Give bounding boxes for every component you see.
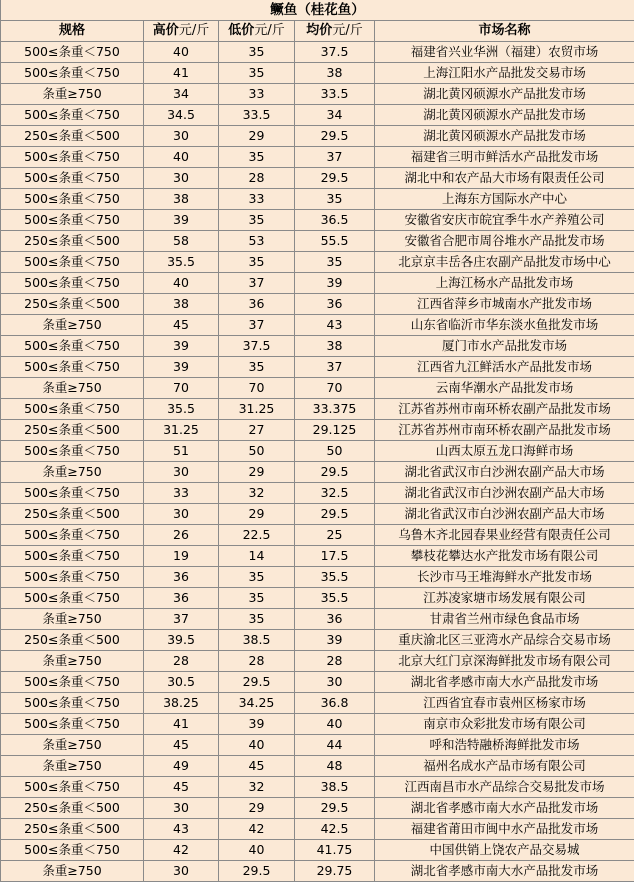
cell-market: 中国供销上饶农产品交易城: [375, 840, 634, 861]
cell-market: 江西省萍乡市城南水产批发市场: [375, 294, 634, 315]
cell-avg-price: 41.75: [295, 840, 375, 861]
cell-high-price: 34: [144, 84, 219, 105]
cell-avg-price: 37.5: [295, 42, 375, 63]
header-low-unit: 元/斤: [254, 23, 285, 38]
cell-spec: 250≤条重＜500: [1, 504, 144, 525]
cell-market: 湖北省孝感市南大水产品批发市场: [375, 798, 634, 819]
cell-spec: 条重≥750: [1, 315, 144, 336]
table-row: [1, 630, 634, 651]
cell-avg-price: 36.8: [295, 693, 375, 714]
cell-spec: 250≤条重＜500: [1, 294, 144, 315]
cell-spec: 500≤条重＜750: [1, 546, 144, 567]
table-row: [1, 84, 634, 105]
cell-avg-price: 38: [295, 336, 375, 357]
cell-high-price: 38.25: [144, 693, 219, 714]
cell-market: 湖北中和农产品大市场有限责任公司: [375, 168, 634, 189]
cell-avg-price: 35.5: [295, 567, 375, 588]
cell-high-price: 30: [144, 861, 219, 882]
cell-avg-price: 35.5: [295, 588, 375, 609]
cell-market: 福建省兴业华洲（福建）农贸市场: [375, 42, 634, 63]
cell-avg-price: 38.5: [295, 777, 375, 798]
cell-avg-price: 35: [295, 189, 375, 210]
cell-spec: 条重≥750: [1, 462, 144, 483]
cell-market: 攀枝花攀达水产批发市场有限公司: [375, 546, 634, 567]
cell-market: 呼和浩特融桥海鲜批发市场: [375, 735, 634, 756]
cell-low-price: 45: [219, 756, 295, 777]
cell-spec: 500≤条重＜750: [1, 588, 144, 609]
cell-market: 厦门市水产品批发市场: [375, 336, 634, 357]
cell-avg-price: 30: [295, 672, 375, 693]
table-row: [1, 357, 634, 378]
cell-market: 湖北省武汉市白沙洲农副产品大市场: [375, 462, 634, 483]
cell-low-price: 29: [219, 798, 295, 819]
cell-spec: 500≤条重＜750: [1, 357, 144, 378]
cell-market: 甘肃省兰州市绿色食品市场: [375, 609, 634, 630]
table-row: [1, 168, 634, 189]
cell-low-price: 40: [219, 840, 295, 861]
cell-spec: 500≤条重＜750: [1, 840, 144, 861]
cell-spec: 条重≥750: [1, 378, 144, 399]
cell-market: 上海东方国际水产中心: [375, 189, 634, 210]
cell-market: 北京大红门京深海鲜批发市场有限公司: [375, 651, 634, 672]
cell-market: 江苏省苏州市南环桥农副产品批发市场: [375, 420, 634, 441]
header-avg-unit: 元/斤: [332, 23, 363, 38]
cell-spec: 500≤条重＜750: [1, 147, 144, 168]
cell-low-price: 70: [219, 378, 295, 399]
cell-avg-price: 36.5: [295, 210, 375, 231]
cell-high-price: 37: [144, 609, 219, 630]
cell-market: 湖北省孝感市南大水产品批发市场: [375, 672, 634, 693]
cell-avg-price: 29.5: [295, 168, 375, 189]
table-row: [1, 315, 634, 336]
cell-spec: 250≤条重＜500: [1, 231, 144, 252]
cell-market: 南京市众彩批发市场有限公司: [375, 714, 634, 735]
cell-spec: 500≤条重＜750: [1, 399, 144, 420]
cell-spec: 条重≥750: [1, 735, 144, 756]
cell-high-price: 41: [144, 714, 219, 735]
cell-high-price: 30: [144, 168, 219, 189]
cell-low-price: 35: [219, 588, 295, 609]
table-row: [1, 756, 634, 777]
cell-market: 山西太原五龙口海鲜市场: [375, 441, 634, 462]
cell-low-price: 33.5: [219, 105, 295, 126]
cell-market: 上海江杨水产品批发市场: [375, 273, 634, 294]
cell-low-price: 14: [219, 546, 295, 567]
cell-low-price: 33: [219, 189, 295, 210]
cell-low-price: 35: [219, 357, 295, 378]
cell-high-price: 19: [144, 546, 219, 567]
cell-market: 福州名成水产品市场有限公司: [375, 756, 634, 777]
table-row: [1, 441, 634, 462]
cell-high-price: 35.5: [144, 399, 219, 420]
cell-high-price: 30.5: [144, 672, 219, 693]
cell-high-price: 31.25: [144, 420, 219, 441]
cell-spec: 500≤条重＜750: [1, 525, 144, 546]
cell-market: 湖北省武汉市白沙洲农副产品大市场: [375, 504, 634, 525]
cell-spec: 500≤条重＜750: [1, 336, 144, 357]
cell-market: 江西南昌市水产品综合交易批发市场: [375, 777, 634, 798]
cell-high-price: 40: [144, 42, 219, 63]
cell-low-price: 28: [219, 168, 295, 189]
cell-avg-price: 29.5: [295, 462, 375, 483]
header-avg-price: [295, 21, 375, 42]
cell-spec: 500≤条重＜750: [1, 483, 144, 504]
table-row: [1, 63, 634, 84]
cell-spec: 条重≥750: [1, 609, 144, 630]
cell-high-price: 38: [144, 189, 219, 210]
table-row: [1, 42, 634, 63]
cell-high-price: 26: [144, 525, 219, 546]
table-title: 鳜鱼（桂花鱼）: [1, 0, 634, 21]
cell-high-price: 42: [144, 840, 219, 861]
cell-avg-price: 36: [295, 609, 375, 630]
table-row: [1, 294, 634, 315]
cell-high-price: 30: [144, 798, 219, 819]
cell-low-price: 32: [219, 777, 295, 798]
cell-low-price: 29.5: [219, 672, 295, 693]
cell-high-price: 43: [144, 819, 219, 840]
cell-avg-price: 38: [295, 63, 375, 84]
cell-avg-price: 70: [295, 378, 375, 399]
cell-low-price: 33: [219, 84, 295, 105]
table-row: [1, 735, 634, 756]
header-spec: 规格: [1, 21, 144, 42]
table-row: [1, 231, 634, 252]
cell-high-price: 49: [144, 756, 219, 777]
table-row: [1, 378, 634, 399]
cell-avg-price: 39: [295, 273, 375, 294]
cell-spec: 500≤条重＜750: [1, 42, 144, 63]
cell-low-price: 37.5: [219, 336, 295, 357]
cell-high-price: 35.5: [144, 252, 219, 273]
cell-low-price: 29: [219, 126, 295, 147]
cell-market: 山东省临沂市华东淡水鱼批发市场: [375, 315, 634, 336]
table-row: [1, 609, 634, 630]
table-row: [1, 567, 634, 588]
cell-high-price: 39.5: [144, 630, 219, 651]
table-row: [1, 651, 634, 672]
cell-avg-price: 40: [295, 714, 375, 735]
header-low-label: 低价: [228, 23, 255, 38]
table-row: [1, 714, 634, 735]
cell-spec: 500≤条重＜750: [1, 777, 144, 798]
cell-avg-price: 36: [295, 294, 375, 315]
cell-low-price: 31.25: [219, 399, 295, 420]
cell-low-price: 29: [219, 462, 295, 483]
cell-avg-price: 29.5: [295, 504, 375, 525]
cell-spec: 条重≥750: [1, 651, 144, 672]
table-row: [1, 399, 634, 420]
cell-high-price: 28: [144, 651, 219, 672]
cell-high-price: 30: [144, 462, 219, 483]
cell-high-price: 36: [144, 567, 219, 588]
table-row: [1, 462, 634, 483]
cell-low-price: 39: [219, 714, 295, 735]
cell-low-price: 35: [219, 42, 295, 63]
cell-market: 北京京丰岳各庄农副产品批发市场中心: [375, 252, 634, 273]
cell-low-price: 53: [219, 231, 295, 252]
cell-spec: 500≤条重＜750: [1, 189, 144, 210]
cell-market: 湖北省武汉市白沙洲农副产品大市场: [375, 483, 634, 504]
table-row: [1, 798, 634, 819]
cell-avg-price: 37: [295, 357, 375, 378]
cell-market: 江西省九江鲜活水产品批发市场: [375, 357, 634, 378]
cell-spec: 500≤条重＜750: [1, 210, 144, 231]
cell-low-price: 35: [219, 63, 295, 84]
cell-low-price: 37: [219, 315, 295, 336]
cell-market: 云南华潮水产品批发市场: [375, 378, 634, 399]
table-row: [1, 840, 634, 861]
cell-market: 江苏凌家塘市场发展有限公司: [375, 588, 634, 609]
cell-market: 福建省三明市鲜活水产品批发市场: [375, 147, 634, 168]
table-row: [1, 861, 634, 882]
cell-market: 湖北黄冈硕源水产品批发市场: [375, 84, 634, 105]
cell-low-price: 35: [219, 609, 295, 630]
cell-spec: 条重≥750: [1, 861, 144, 882]
cell-spec: 500≤条重＜750: [1, 252, 144, 273]
cell-high-price: 45: [144, 735, 219, 756]
table-row: [1, 420, 634, 441]
cell-spec: 500≤条重＜750: [1, 105, 144, 126]
cell-low-price: 29.5: [219, 861, 295, 882]
cell-spec: 500≤条重＜750: [1, 273, 144, 294]
table-row: [1, 252, 634, 273]
cell-spec: 500≤条重＜750: [1, 63, 144, 84]
header-high-unit: 元/斤: [178, 23, 210, 38]
cell-avg-price: 29.5: [295, 798, 375, 819]
cell-avg-price: 25: [295, 525, 375, 546]
cell-low-price: 40: [219, 735, 295, 756]
cell-avg-price: 42.5: [295, 819, 375, 840]
cell-low-price: 36: [219, 294, 295, 315]
cell-market: 湖北省孝感市南大水产品批发市场: [375, 861, 634, 882]
header-market: 市场名称: [375, 21, 634, 42]
cell-avg-price: 43: [295, 315, 375, 336]
cell-high-price: 30: [144, 504, 219, 525]
cell-low-price: 29: [219, 504, 295, 525]
cell-market: 安徽省安庆市皖宜季牛水产养殖公司: [375, 210, 634, 231]
cell-high-price: 58: [144, 231, 219, 252]
header-low-price: [219, 21, 295, 42]
cell-spec: 250≤条重＜500: [1, 126, 144, 147]
cell-spec: 条重≥750: [1, 756, 144, 777]
title-row: [1, 0, 634, 21]
cell-low-price: 32: [219, 483, 295, 504]
cell-spec: 250≤条重＜500: [1, 420, 144, 441]
table-row: [1, 525, 634, 546]
cell-low-price: 35: [219, 252, 295, 273]
cell-avg-price: 33.375: [295, 399, 375, 420]
cell-market: 江苏省苏州市南环桥农副产品批发市场: [375, 399, 634, 420]
cell-avg-price: 33.5: [295, 84, 375, 105]
cell-spec: 250≤条重＜500: [1, 798, 144, 819]
cell-spec: 250≤条重＜500: [1, 630, 144, 651]
table-row: [1, 504, 634, 525]
header-row: [1, 21, 634, 42]
table-row: [1, 693, 634, 714]
table-row: [1, 147, 634, 168]
cell-avg-price: 29.125: [295, 420, 375, 441]
cell-low-price: 34.25: [219, 693, 295, 714]
cell-market: 湖北黄冈硕源水产品批发市场: [375, 105, 634, 126]
header-avg-label: 均价: [306, 23, 333, 38]
cell-market: 乌鲁木齐北园春果业经营有限责任公司: [375, 525, 634, 546]
cell-avg-price: 32.5: [295, 483, 375, 504]
table-row: [1, 546, 634, 567]
cell-low-price: 42: [219, 819, 295, 840]
cell-high-price: 45: [144, 315, 219, 336]
cell-spec: 500≤条重＜750: [1, 168, 144, 189]
cell-spec: 500≤条重＜750: [1, 693, 144, 714]
cell-low-price: 37: [219, 273, 295, 294]
cell-avg-price: 17.5: [295, 546, 375, 567]
cell-avg-price: 29.75: [295, 861, 375, 882]
cell-market: 江西省宜春市袁州区杨家市场: [375, 693, 634, 714]
table-row: [1, 483, 634, 504]
cell-high-price: 51: [144, 441, 219, 462]
cell-market: 重庆渝北区三亚湾水产品综合交易市场: [375, 630, 634, 651]
cell-high-price: 70: [144, 378, 219, 399]
cell-low-price: 22.5: [219, 525, 295, 546]
cell-avg-price: 37: [295, 147, 375, 168]
cell-low-price: 38.5: [219, 630, 295, 651]
cell-avg-price: 29.5: [295, 126, 375, 147]
cell-avg-price: 28: [295, 651, 375, 672]
cell-low-price: 35: [219, 567, 295, 588]
cell-low-price: 35: [219, 147, 295, 168]
table-row: [1, 588, 634, 609]
cell-spec: 250≤条重＜500: [1, 819, 144, 840]
cell-high-price: 30: [144, 126, 219, 147]
cell-market: 湖北黄冈硕源水产品批发市场: [375, 126, 634, 147]
cell-avg-price: 55.5: [295, 231, 375, 252]
cell-avg-price: 48: [295, 756, 375, 777]
table-row: [1, 126, 634, 147]
cell-high-price: 39: [144, 210, 219, 231]
cell-spec: 500≤条重＜750: [1, 714, 144, 735]
table-row: [1, 210, 634, 231]
cell-spec: 500≤条重＜750: [1, 441, 144, 462]
cell-high-price: 41: [144, 63, 219, 84]
cell-low-price: 27: [219, 420, 295, 441]
cell-avg-price: 35: [295, 252, 375, 273]
cell-high-price: 34.5: [144, 105, 219, 126]
table-row: [1, 672, 634, 693]
table-row: [1, 273, 634, 294]
cell-high-price: 40: [144, 147, 219, 168]
header-high-price: [144, 21, 219, 42]
cell-avg-price: 44: [295, 735, 375, 756]
table-row: [1, 336, 634, 357]
cell-high-price: 39: [144, 357, 219, 378]
cell-market: 长沙市马王堆海鲜水产批发市场: [375, 567, 634, 588]
cell-low-price: 28: [219, 651, 295, 672]
cell-market: 上海江阳水产品批发交易市场: [375, 63, 634, 84]
cell-low-price: 50: [219, 441, 295, 462]
cell-high-price: 38: [144, 294, 219, 315]
table-row: [1, 777, 634, 798]
table-row: [1, 105, 634, 126]
cell-high-price: 45: [144, 777, 219, 798]
cell-high-price: 36: [144, 588, 219, 609]
table-row: [1, 819, 634, 840]
cell-high-price: 40: [144, 273, 219, 294]
cell-high-price: 33: [144, 483, 219, 504]
cell-avg-price: 39: [295, 630, 375, 651]
cell-market: 福建省莆田市闽中水产品批发市场: [375, 819, 634, 840]
cell-avg-price: 34: [295, 105, 375, 126]
cell-high-price: 39: [144, 336, 219, 357]
header-high-label: 高价: [152, 23, 179, 38]
cell-market: 安徽省合肥市周谷堆水产品批发市场: [375, 231, 634, 252]
cell-avg-price: 50: [295, 441, 375, 462]
cell-spec: 500≤条重＜750: [1, 672, 144, 693]
cell-spec: 500≤条重＜750: [1, 567, 144, 588]
table-row: [1, 189, 634, 210]
cell-low-price: 35: [219, 210, 295, 231]
cell-spec: 条重≥750: [1, 84, 144, 105]
